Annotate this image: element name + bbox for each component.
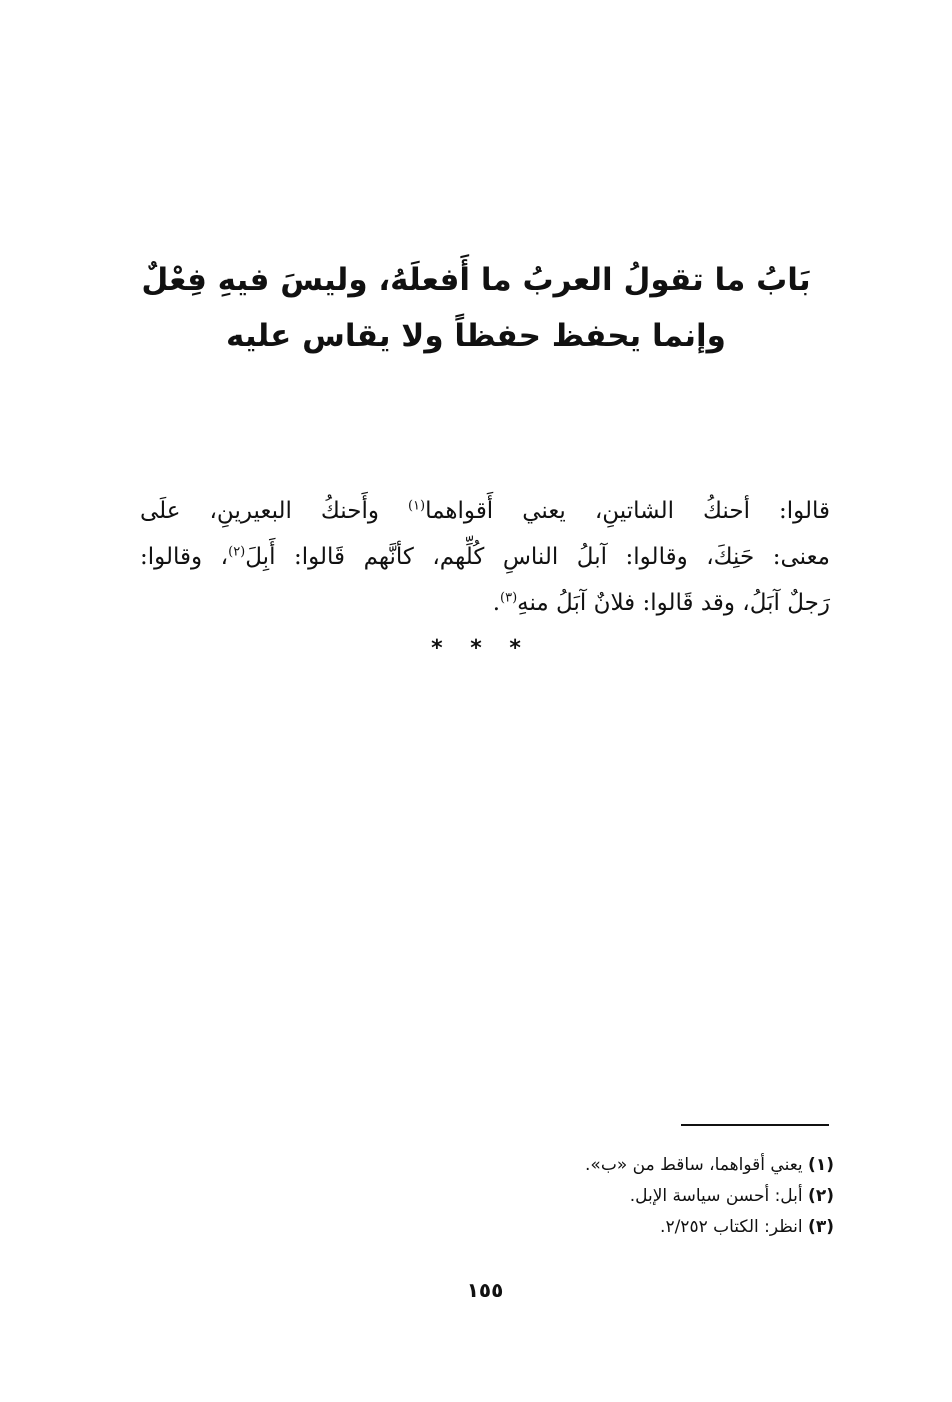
footnote-2 bbox=[480, 1181, 834, 1212]
footnote-divider bbox=[681, 1124, 829, 1126]
footnotes bbox=[480, 1150, 834, 1243]
body-line-2-text-a: معنى: حَنِكَ، وقالوا: آبلُ الناسِ كُلِّهم، كأنَّهم قَالوا: أَبِلَ bbox=[245, 544, 831, 570]
footnote-2-text: أبل: أحسن سياسة الإبل. bbox=[629, 1186, 809, 1206]
footnote-1 bbox=[480, 1150, 834, 1181]
body-line-3-text-a: رَجلٌ آبَلُ، وقد قَالوا: فلانٌ آبَلُ منهِ bbox=[517, 590, 830, 616]
body-paragraph bbox=[140, 488, 830, 626]
footnote-ref-2: (٢) bbox=[228, 544, 246, 560]
chapter-title bbox=[120, 252, 832, 364]
body-line-2-text-b: ، وقالوا: bbox=[140, 544, 229, 570]
body-line-1 bbox=[140, 488, 830, 534]
footnote-3 bbox=[480, 1212, 834, 1243]
section-separator: * * * bbox=[431, 636, 531, 661]
page-number: ١٥٥ bbox=[466, 1278, 504, 1302]
footnote-1-number: (١) bbox=[808, 1155, 834, 1175]
chapter-title-line-2: وإنما يحفظ حفظاً ولا يقاس عليه bbox=[226, 318, 726, 354]
body-line-3 bbox=[140, 580, 830, 626]
body-line-1-text-b: وأَحنكُ البعيرينِ، علَى bbox=[140, 498, 408, 524]
chapter-title-line-1: بَابُ ما تقولُ العربُ ما أَفعلَهُ، وليسَ فيهِ فِعْلٌ bbox=[141, 262, 811, 298]
footnote-2-number: (٢) bbox=[808, 1186, 834, 1206]
footnote-3-number: (٣) bbox=[808, 1217, 834, 1237]
footnote-1-text: يعني أقواهما، ساقط من «ب». bbox=[585, 1155, 809, 1175]
footnote-ref-1: (١) bbox=[407, 498, 426, 514]
footnote-3-text: انظر: الكتاب ٢/٢٥٢. bbox=[660, 1217, 809, 1237]
body-line-1-text-a: قالوا: أحنكُ الشاتينِ، يعني أَقواهما bbox=[425, 498, 830, 524]
footnote-ref-3: (٣) bbox=[500, 590, 518, 606]
body-line-2 bbox=[140, 534, 830, 580]
body-line-3-text-b: . bbox=[492, 590, 500, 616]
